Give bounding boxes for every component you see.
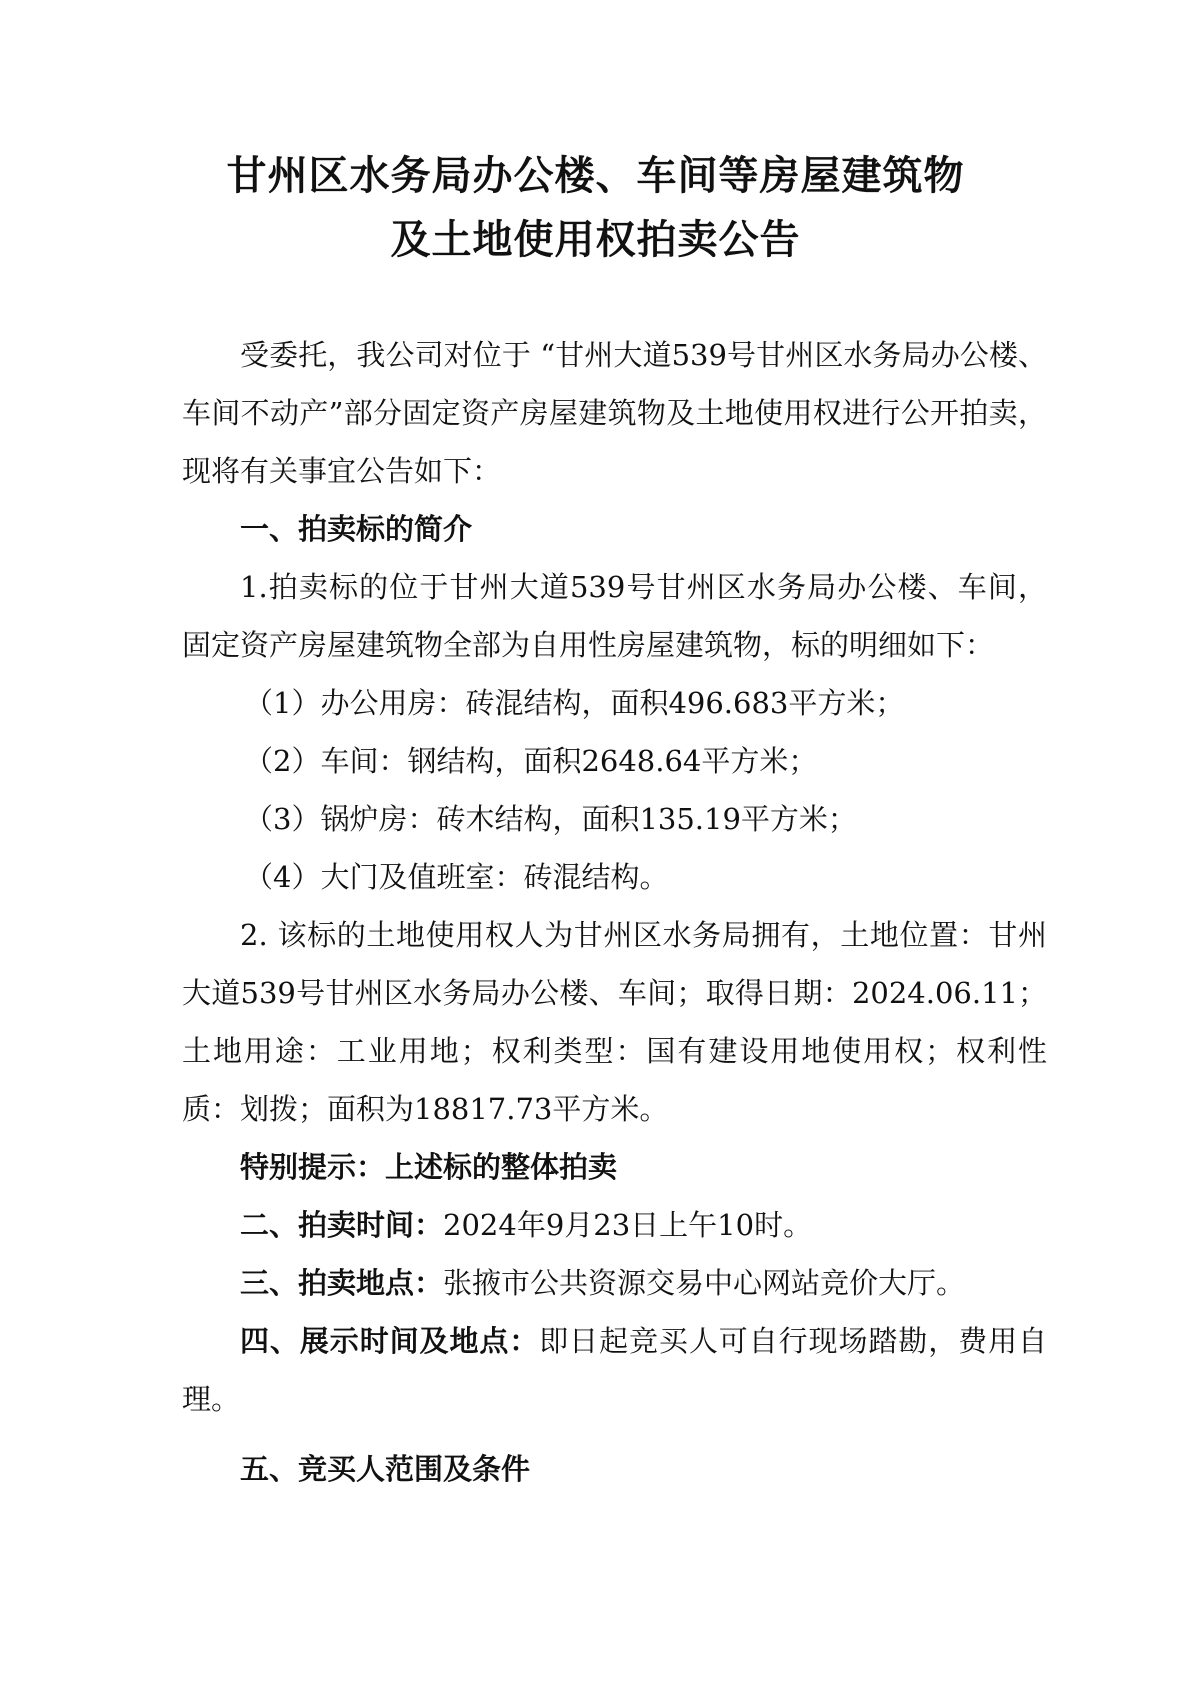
document-body [182,326,1047,1498]
section-4-text: 即日起竞买人可自行现场踏勘，费用自理。 [182,1324,1047,1416]
section-2 [182,1196,1047,1254]
list-item: （4）大门及值班室：砖混结构。 [244,860,669,894]
list-item: （2）车间：钢结构，面积2648.64平方米； [244,744,818,778]
title-line-1: 甘州区水务局办公楼、车间等房屋建筑物 [226,153,965,199]
section-3 [182,1254,1047,1312]
section-1-paragraph-2: 2. 该标的土地使用权人为甘州区水务局拥有，土地位置：甘州大道539号甘州区水务局办公楼、车间；取得日期：2024.06.11；土地用途：工业用地；权利类型：国有建设用地使用权；权利性质：划拨；面积为18817.73平方米。 [182,918,1047,1126]
list-item: （1）办公用房：砖混结构，面积496.683平方米； [244,686,905,720]
intro-paragraph: 受委托，我公司对位于 “甘州大道539号甘州区水务局办公楼、车间不动产”部分固定资产房屋建筑物及土地使用权进行公开拍卖，现将有关事宜公告如下： [182,338,1047,488]
section-3-text: 张掖市公共资源交易中心网站竞价大厅。 [443,1266,966,1300]
section-5-heading: 五、竞买人范围及条件 [240,1452,531,1486]
list-item: （3）锅炉房：砖木结构，面积135.19平方米； [244,802,857,836]
section-2-text: 2024年9月23日上午10时。 [443,1208,813,1242]
section-3-label: 三、拍卖地点： [240,1266,444,1300]
section-1-heading: 一、拍卖标的简介 [240,512,473,546]
special-note: 特别提示：上述标的整体拍卖 [240,1150,618,1184]
section-2-label: 二、拍卖时间： [240,1208,444,1242]
title-line-2: 及土地使用权拍卖公告 [390,217,801,263]
section-1-paragraph-1: 1.拍卖标的位于甘州大道539号甘州区水务局办公楼、车间，固定资产房屋建筑物全部为自用性房屋建筑物，标的明细如下： [182,570,1047,662]
section-4 [182,1312,1047,1428]
section-4-label: 四、展示时间及地点： [240,1324,540,1358]
